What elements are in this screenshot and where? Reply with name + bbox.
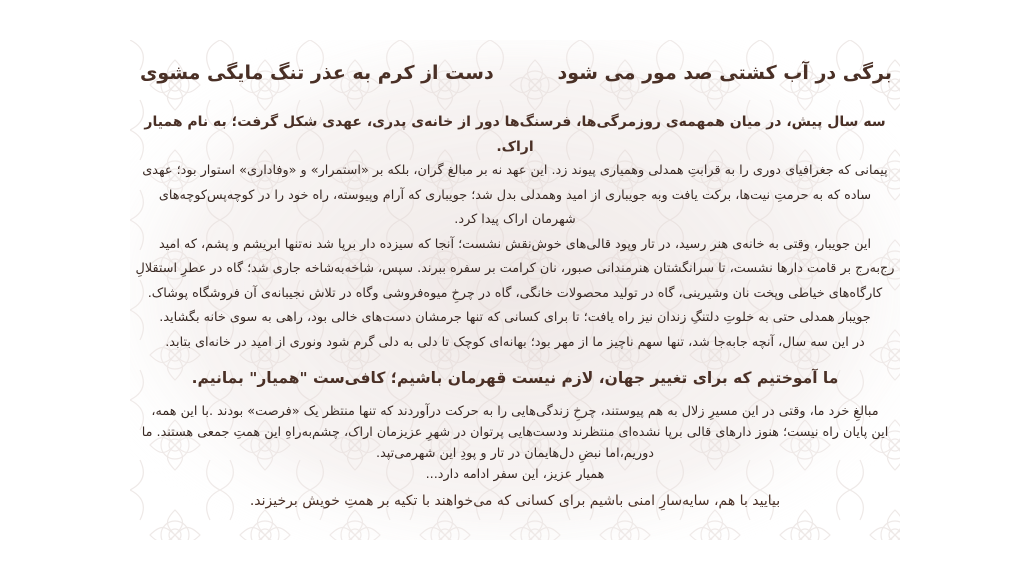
intro-line-1: سه سال پیش، در میان همهمه‌ی روزمرگی‌ها، فرسنگ‌ها دور از خانه‌ی پدری، عهدی شکل گرفت؛ به نام همیار اراک. bbox=[144, 114, 886, 155]
intro-paragraph bbox=[130, 110, 900, 355]
outro-line-2: این پایان راه نیست؛ هنوز دارهای قالی برپا نشده‌ای منتظرند ودست‌هایی پرتوان در شهرِ عزیزمان اراک، چشم‌به‌راهِ این همتِ جمعی هستند. ما bbox=[141, 425, 889, 440]
intro-line-4: شهرمان اراک پیدا کرد. bbox=[454, 212, 576, 227]
outro-paragraph bbox=[130, 401, 900, 485]
outro-line-1: مبالغِ خرد ما، وقتی در این مسیرِ زلال به هم پیوستند، چرخِ زندگی‌هایی را به حرکت درآوردند که تنها منتظر یک «فرصت» بودند .با این همه، bbox=[151, 404, 879, 419]
outro-line-3: دوریم،اما نبضِ دل‌هایمان در تار و پودِ این شهرمی‌تپد. bbox=[376, 446, 654, 461]
body-line-4: جویبار همدلی حتی به خلوتِ دلتنگِ زندان نیز راه یافت؛ تا برای کسانی که تنها جرمشان دست‌های خالی بود، راهی به سوی خانه بگشاید. bbox=[159, 310, 871, 325]
poem-left-hemistich: دست از کرم به عذر تنگ مایگی مشوی bbox=[140, 62, 494, 84]
poem-right-hemistich: برگی در آب کشتی صد مور می شود bbox=[557, 62, 892, 84]
body-line-1: این جویبار، وقتی به خانه‌ی هنر رسید، در تار وپود قالی‌های خوش‌نقش نشست؛ آنجا که سیزده دار برپا شد نه‌تنها ابریشم و پشم، که امید bbox=[158, 236, 872, 252]
body-line-5: در این سه سال، آنچه جابه‌جا شد، تنها سهم ناچیز ما از مهر بود؛ بهانه‌ای کوچک تا دلی به دلی گرم شود ونوری از امید در خانه‌ای بتابد. bbox=[165, 334, 865, 350]
body-line-2: رج‌به‌رج بر قامت دارها نشست، تا سرانگشتان هنرمندانی صبور، نان کرامت بر سفره ببرند. سپس، شاخه‌به‌شاخه جاری شد؛ گاه در عطرِ استقلالِ bbox=[135, 261, 895, 276]
mid-heading: ما آموختیم که برای تغییر جهان، لازم نیست قهرمان باشیم؛ کافی‌ست "همیار" بمانیم. bbox=[191, 369, 839, 387]
outro-line-4: همیار عزیز، این سفر ادامه دارد... bbox=[425, 467, 605, 482]
body-line-3: کارگاه‌های خیاطی وپخت نان وشیرینی، گاه در تولید محصولات خانگی، گاه در چرخِ میوه‌فروشی وگاه در تلاش نجیبانه‌ی آن فروشگاه پوشاک. bbox=[147, 285, 883, 301]
closing-line: بیایید با هم، سایه‌سارِ امنی باشیم برای کسانی که می‌خواهند با تکیه بر همتِ خویش برخیزند. bbox=[249, 493, 781, 509]
poem-title bbox=[130, 58, 900, 88]
letter-content bbox=[130, 58, 900, 513]
intro-line-2: پیمانی که جغرافیای دوری را به قرابتِ همدلی وهمیاری پیوند زد. این عهد نه بر مبالغ گران، بلکه بر «استمرار» و «وفاداری» استوار بود؛ عهدی bbox=[142, 163, 888, 178]
intro-line-3: ساده که به حرمتِ نیت‌ها، برکت یافت وبه جویباری از امید وهمدلی بدل شد؛ جویباری که آرام وپیوسته، راه خود را در کوچه‌پس‌کوچه‌های bbox=[158, 187, 872, 203]
